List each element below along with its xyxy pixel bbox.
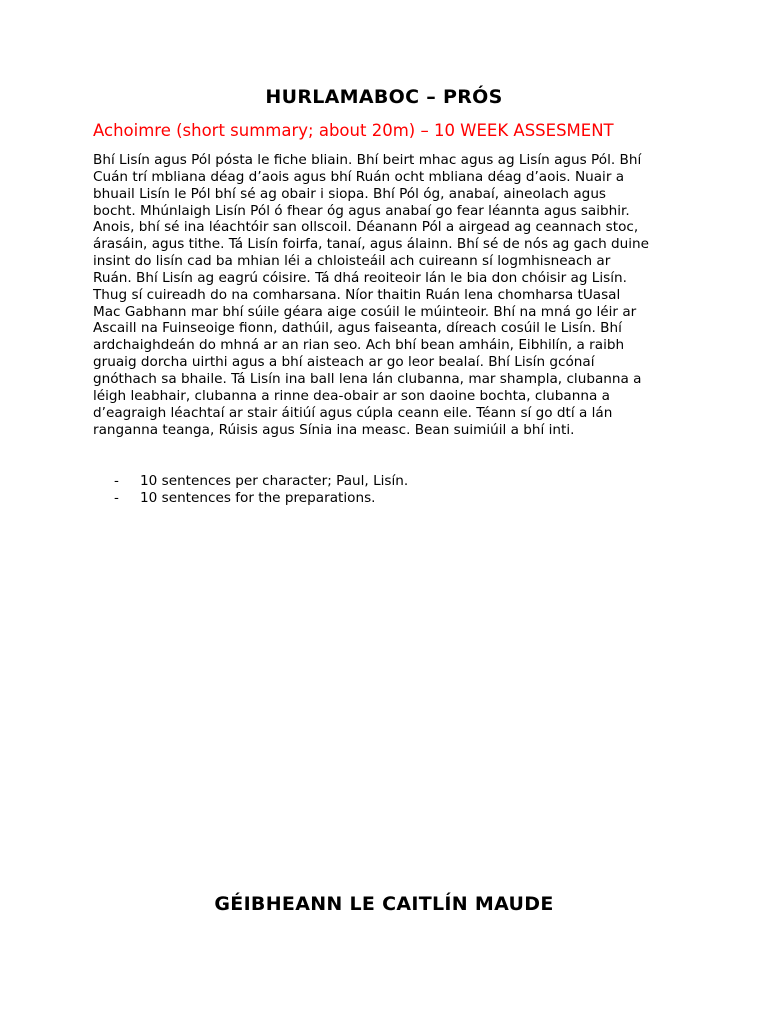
- summary-line: ranganna teanga, Rúisis agus Sínia ina measc. Bean suimiúil a bhí inti.: [93, 421, 575, 438]
- summary-line: Thug sí cuireadh do na comharsana. Níor thaitin Ruán lena chomharsa tUasal: [93, 286, 621, 303]
- summary-line: Ruán. Bhí Lisín ag eagrú cóisire. Tá dhá reoiteoir lán le bia don chóisir ag Lisín.: [93, 269, 627, 286]
- summary-line: Anois, bhí sé ina léachtóir san ollscoil. Déanann Pól a airgead ag ceannach stoc,: [93, 219, 639, 236]
- list-bullet: -: [114, 473, 119, 489]
- list-item: [114, 473, 408, 490]
- notes-list: [114, 473, 408, 507]
- section-title: GÉIBHEANN LE CAITLÍN MAUDE: [214, 893, 554, 915]
- summary-line: bocht. Mhúnlaigh Lisín Pól ó fhear óg agus anabaí go fear léannta agus saibhir.: [93, 202, 630, 219]
- summary-line: insint do lisín cad ba mhian léi a chloisteáil ach cuireann sí logmhisneach ar: [93, 253, 611, 270]
- summary-line: d’eagraigh léachtaí ar stair áitiúí agus cúpla ceann eile. Téann sí go dtí a lán: [93, 404, 613, 421]
- summary-line: Cuán trí mbliana déag d’aois agus bhí Ruán ocht mbliana déag d’aois. Nuair a: [93, 168, 625, 185]
- summary-line: ardchaighdeán do mhná ar an rian seo. Ach bhí bean amháin, Eibhilín, a raibh: [93, 337, 625, 354]
- page-title: HURLAMABOC – PRÓS: [265, 86, 503, 108]
- list-item: [114, 490, 408, 507]
- summary-line: Bhí Lisín agus Pól pósta le fiche bliain. Bhí beirt mhac agus ag Lisín agus Pól. Bhí: [93, 152, 642, 168]
- summary-subtitle: Achoimre (short summary; about 20m) – 10 WEEK ASSESMENT: [93, 121, 614, 140]
- summary-line: bhuail Lisín le Pól bhí sé ag obair i siopa. Bhí Pól óg, anabaí, aineolach agus: [93, 185, 607, 202]
- summary-line: Mac Gabhann mar bhí súile géara aige cosúil le múinteoir. Bhí na mná go léir ar: [93, 303, 637, 320]
- summary-paragraph: [93, 152, 679, 438]
- summary-line: gruaig dorcha uirthi agus a bhí aisteach ar go leor bealaí. Bhí Lisín gcónaí: [93, 354, 595, 371]
- summary-line: árasáin, agus tithe. Tá Lisín foirfa, tanaí, agus álainn. Bhí sé de nós ag gach duine: [93, 236, 650, 253]
- summary-line: Ascaill na Fuinseoige fionn, dathúil, agus faiseanta, díreach cosúil le Lisín. Bhí: [93, 320, 622, 337]
- list-item-text: 10 sentences for the preparations.: [140, 490, 376, 506]
- list-bullet: -: [114, 490, 119, 506]
- list-item-text: 10 sentences per character; Paul, Lisín.: [140, 473, 409, 489]
- summary-line: léigh leabhair, clubanna a rinne dea-obair ar son daoine bochta, clubanna a: [93, 387, 610, 404]
- summary-line: gnóthach sa bhaile. Tá Lisín ina ball lena lán clubanna, mar shampla, clubanna a: [93, 370, 642, 387]
